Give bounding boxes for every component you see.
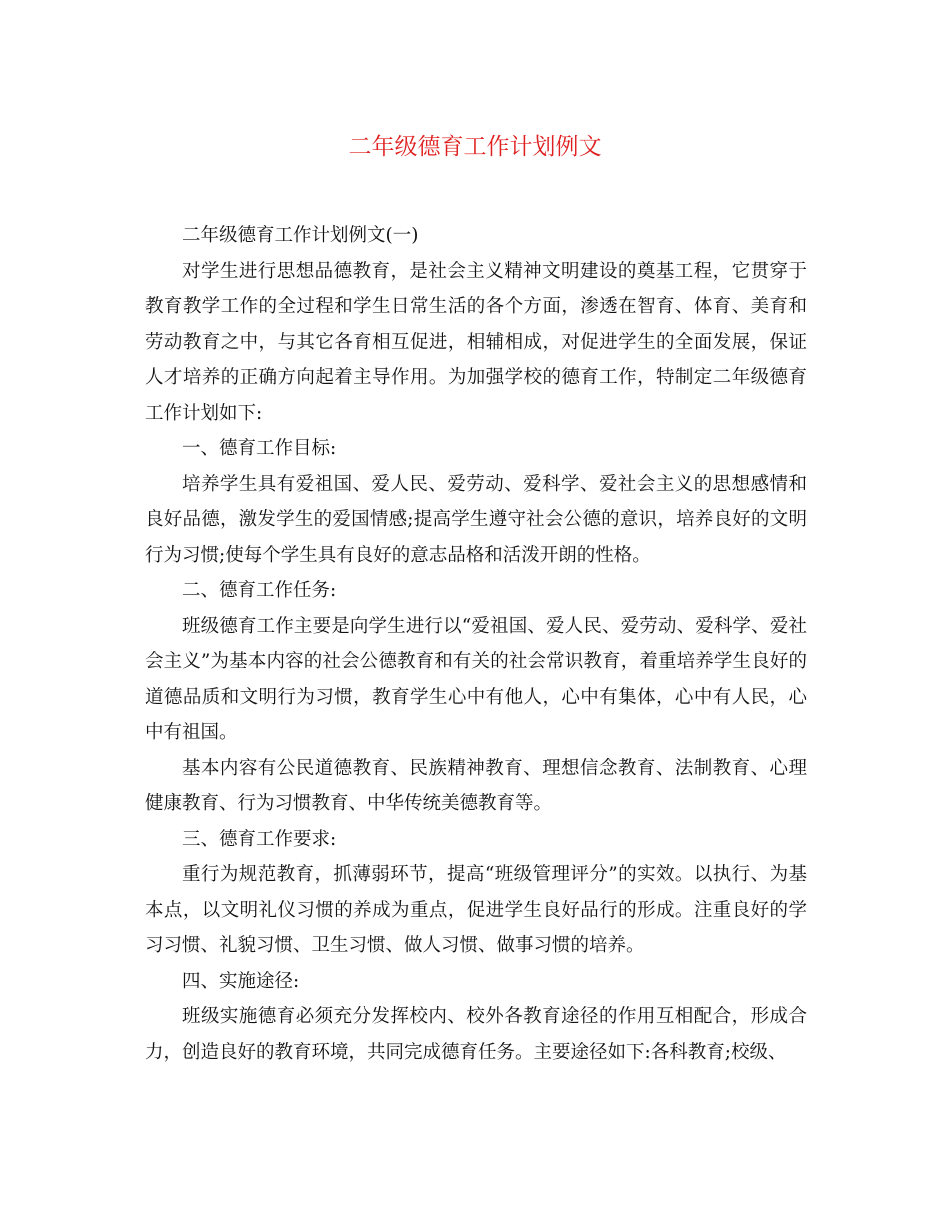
section-subtitle: 二年级德育工作计划例文(一): [182, 225, 419, 246]
document-title: 二年级德育工作计划例文: [348, 134, 602, 160]
section-heading-requirements: 三、德育工作要求:: [182, 828, 337, 850]
tasks-paragraph: 班级德育工作主要是向学生进行以“爱祖国、爱人民、爱劳动、爱科学、爱社会主义”为基本内容的社会公德教育和有关的社会常识教育，着重培养学生良好的道德品质和文明行为习惯，教育学生心中有他人，心中有集体，心中有人民，心中有祖国。: [145, 615, 807, 743]
approach-paragraph: 班级实施德育必须充分发挥校内、校外各教育途径的作用互相配合，形成合力，创造良好的教育环境，共同完成德育任务。主要途径如下:各科教育;校级、: [145, 1006, 807, 1063]
section-heading-goals: 一、德育工作目标:: [182, 438, 337, 459]
requirements-paragraph: 重行为规范教育，抓薄弱环节，提高“班级管理评分”的实效。以执行、为基本点，以文明礼仪习惯的养成为重点，促进学生良好品行的形成。注重良好的学习习惯、礼貌习惯、卫生习惯、做人习惯、做事习惯的培养。: [145, 864, 807, 956]
section-heading-tasks: 二、德育工作任务:: [182, 580, 337, 601]
section-heading-approach: 四、实施途径:: [182, 970, 300, 992]
content-paragraph: 基本内容有公民道德教育、民族精神教育、理想信念教育、法制教育、心理健康教育、行为习惯教育、中华传统美德教育等。: [145, 757, 807, 814]
goals-paragraph: 培养学生具有爱祖国、爱人民、爱劳动、爱科学、爱社会主义的思想感情和良好品德，激发学生的爱国情感;提高学生遵守社会公德的意识，培养良好的文明行为习惯;使每个学生具有良好的意志品格和活泼开朗的性格。: [145, 473, 807, 566]
intro-paragraph: 对学生进行思想品德教育，是社会主义精神文明建设的奠基工程，它贯穿于教育教学工作的全过程和学生日常生活的各个方面，渗透在智育、体育、美育和劳动教育之中，与其它各育相互促进，相辅相成，对促进学生的全面发展，保证人才培养的正确方向起着主导作用。为加强学校的德育工作，特制定二年级德育工作计划如下:: [145, 260, 807, 424]
document-body: [145, 218, 807, 1070]
